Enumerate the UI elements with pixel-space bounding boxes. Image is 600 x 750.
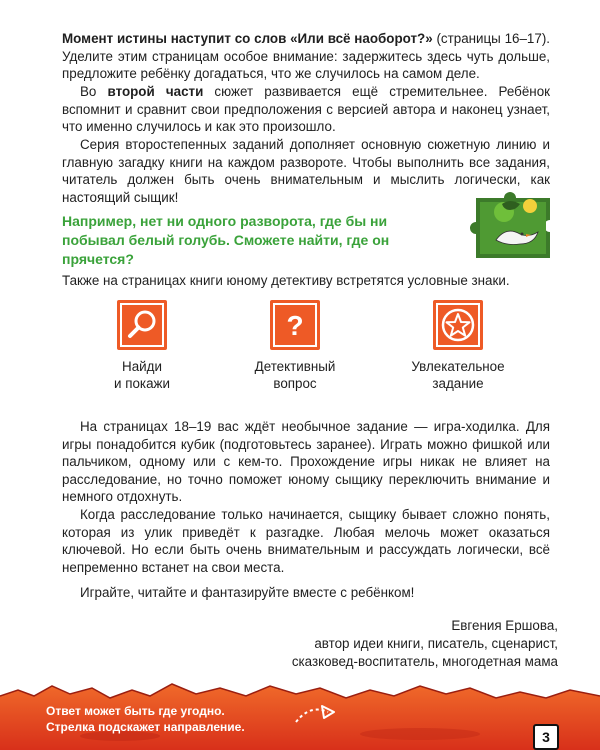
second-pre: Во <box>80 84 108 99</box>
signs-intro-text: Также на страницах книги юному детективу встретятся условные знаки. <box>62 273 510 288</box>
arrow-icon <box>292 700 348 730</box>
sign-caption-line1: Увлекательное <box>411 359 505 374</box>
sign-caption-line2: и покажи <box>114 376 170 391</box>
dove-puzzle-illustration <box>466 190 558 262</box>
page-number: 3 <box>533 724 559 750</box>
sign-caption-line2: задание <box>432 376 484 391</box>
magnifier-icon <box>117 300 167 350</box>
sign-caption-line1: Найди <box>122 359 162 374</box>
sign-caption-line2: вопрос <box>273 376 317 391</box>
second-rest: сюжет развивается ещё стремительнее. Ребёнок вспомнит и сравнит свои предположения с версией автора и наконец узнает, что именно случилось и как это произошло. <box>62 84 550 135</box>
tasks-paragraph: Серия второстепенных заданий дополняет основную сюжетную линию и главную загадку книги на каждом развороте. Чтобы выполнить все задания, читатель должен быть очень внимательным и мыслить логически, как настоящий сыщик! <box>62 137 550 205</box>
sign-detective-question <box>225 300 365 392</box>
sign-exciting-task <box>388 300 528 392</box>
author-role-1: автор идеи книги, писатель, сценарист, <box>314 636 558 651</box>
intro-rest: (страницы 16–17). Уделите этим страницам особое внимание: задержитесь здесь чуть дольше, предложите ребёнку догадаться, что же случилось на самом деле. <box>62 31 551 82</box>
intro-bold: Момент истины наступит со слов <box>62 31 291 46</box>
sign-caption <box>72 358 212 392</box>
author-signature <box>258 617 558 671</box>
sign-caption <box>388 358 528 392</box>
sign-caption <box>225 358 365 392</box>
footer-line-2: Стрелка подскажет направление. <box>46 720 245 734</box>
investigation-paragraph: Когда расследование только начинается, сыщику бывает сложно понять, которая из улик приведёт к разгадке. Любая мелочь может оказаться ключевой. Но если быть очень внимательным и рассуждать логически, всё непременно встанет на свои места. <box>62 507 550 575</box>
intro-paragraph <box>62 30 550 83</box>
second-part-paragraph <box>62 83 550 136</box>
example-text: Например, нет ни одного разворота, где бы ни побывал белый голубь. Сможете найти, где он прячется? <box>62 213 390 267</box>
star-icon <box>433 300 483 350</box>
footer-hint <box>46 703 245 735</box>
sign-find-and-show <box>72 300 212 392</box>
closing-paragraph: Играйте, читайте и фантазируйте вместе с ребёнком! <box>80 585 415 600</box>
question-icon <box>270 300 320 350</box>
sign-caption-line1: Детективный <box>254 359 336 374</box>
author-role-2: сказковед-воспитатель, многодетная мама <box>291 654 558 669</box>
footer-line-1: Ответ может быть где угодно. <box>46 704 225 718</box>
author-name: Евгения Ершова, <box>451 618 558 633</box>
svg-text:?: ? <box>286 310 304 341</box>
game-paragraph: На страницах 18–19 вас ждёт необычное задание — игра-ходилка. Для игры понадобится кубик (подготовьтесь заранее). Играть можно фишкой или пальчиком, одному или с кем-то. Прохождение игры никак не влияет на расследование, но точно поможет юному сыщику переключить внимание и немного отдохнуть. <box>62 419 550 505</box>
second-bold: второй части <box>107 84 204 99</box>
intro-quote: «Или всё наоборот?» <box>290 31 433 46</box>
